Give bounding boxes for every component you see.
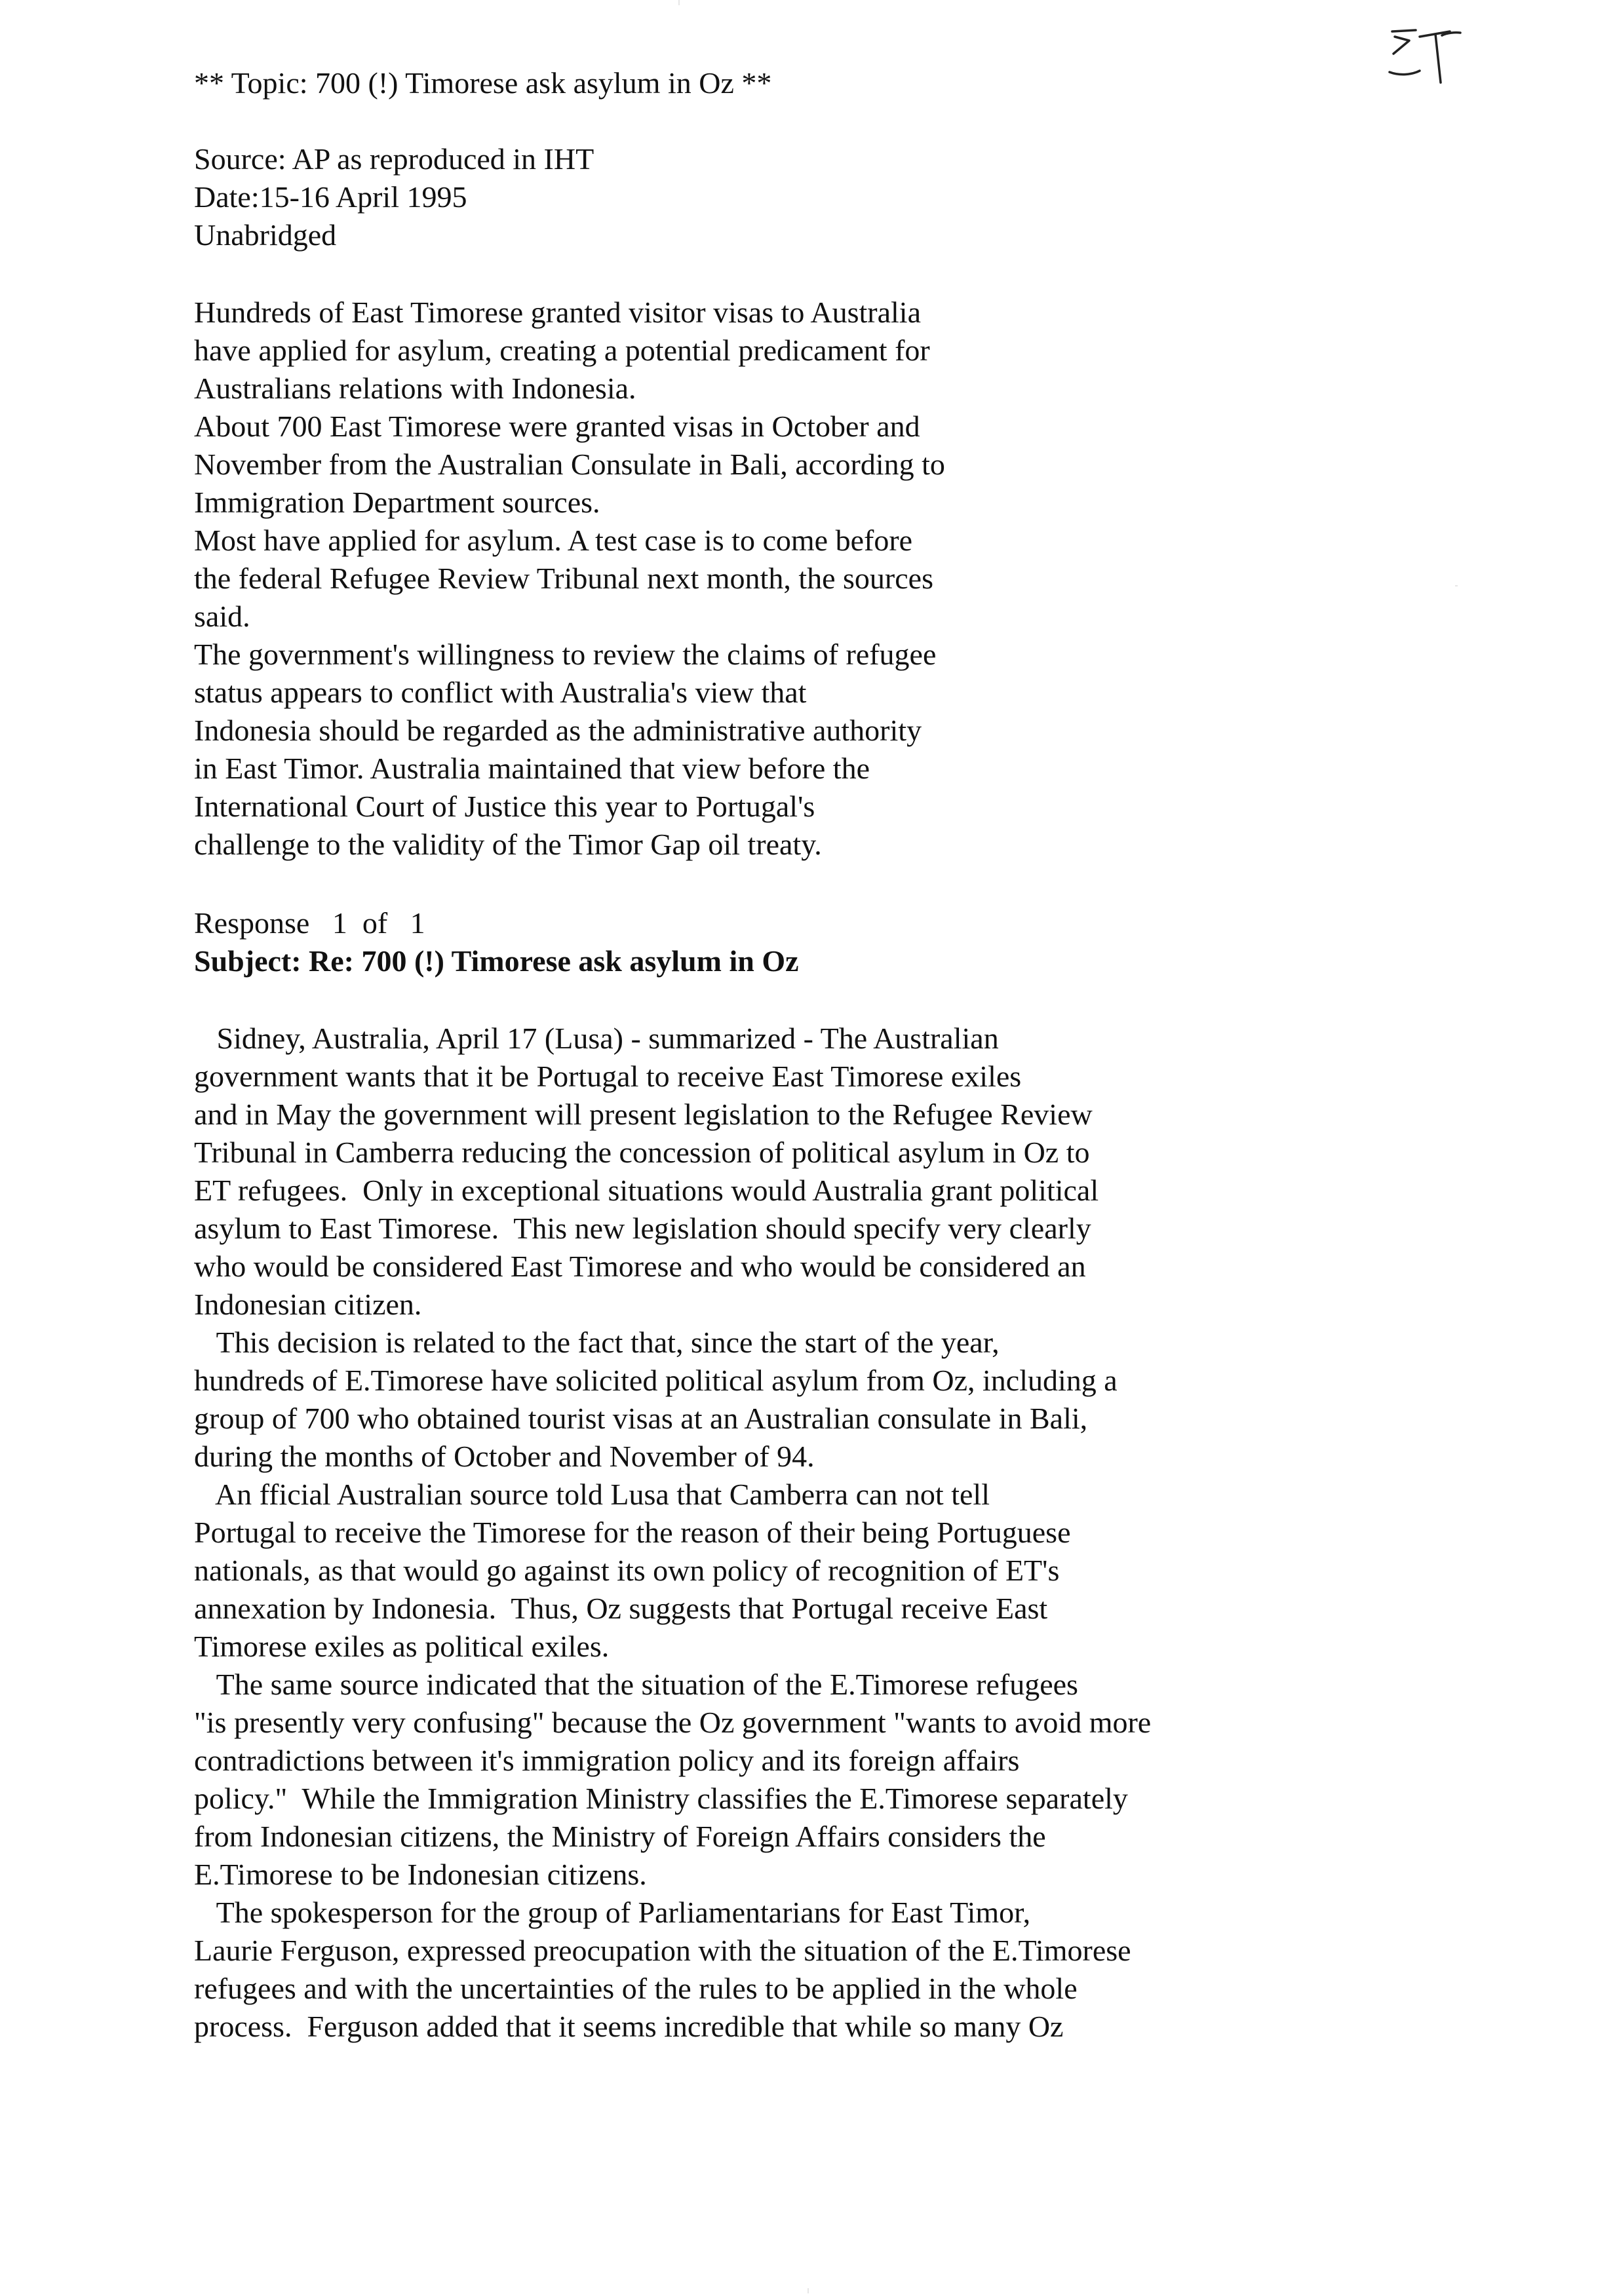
source-line: Source: AP as reproduced in IHT	[194, 142, 594, 176]
response-line: asylum to East Timorese. This new legislation should specify very clearly	[194, 1212, 1091, 1245]
response-line: ET refugees. Only in exceptional situations would Australia grant political	[194, 1174, 1099, 1207]
response-line: Tribunal in Camberra reducing the concession of political asylum in Oz to	[194, 1136, 1090, 1169]
article-line: Hundreds of East Timorese granted visitor visas to Australia	[194, 296, 921, 329]
response-line: This decision is related to the fact that, since the start of the year,	[194, 1326, 1000, 1359]
article-line: International Court of Justice this year to Portugal's	[194, 790, 815, 823]
meta-block	[194, 140, 594, 254]
response-line: refugees and with the uncertainties of the rules to be applied in the whole	[194, 1972, 1078, 2005]
article-line: status appears to conflict with Australia's view that	[194, 676, 807, 709]
response-line: nationals, as that would go against its own policy of recognition of ET's	[194, 1554, 1060, 1587]
response-line: who would be considered East Timorese and who would be considered an	[194, 1250, 1086, 1283]
response-line: An fficial Australian source told Lusa that Camberra can not tell	[194, 1478, 990, 1511]
response-line: E.Timorese to be Indonesian citizens.	[194, 1858, 647, 1891]
response-subject: Subject: Re: 700 (!) Timorese ask asylum in Oz	[194, 944, 799, 978]
unabridged-line: Unabridged	[194, 218, 337, 252]
response-line: The spokesperson for the group of Parliamentarians for East Timor,	[194, 1896, 1031, 1929]
response-line: Indonesian citizen.	[194, 1288, 422, 1321]
article-line: the federal Refugee Review Tribunal next month, the sources	[194, 562, 933, 595]
article-line: November from the Australian Consulate in Bali, according to	[194, 448, 945, 481]
article-body	[194, 294, 945, 864]
topic-line: ** Topic: 700 (!) Timorese ask asylum in Oz **	[194, 66, 772, 100]
response-line: "is presently very confusing" because the Oz government "wants to avoid more	[194, 1706, 1152, 1739]
response-body	[194, 1020, 1151, 2046]
article-line: Immigration Department sources.	[194, 486, 600, 519]
scan-mark-bottom	[808, 2288, 809, 2293]
article-line: have applied for asylum, creating a potential predicament for	[194, 334, 930, 367]
response-line: hundreds of E.Timorese have solicited political asylum from Oz, including a	[194, 1364, 1118, 1397]
article-line: Australians relations with Indonesia.	[194, 372, 636, 405]
response-line: Laurie Ferguson, expressed preocupation with the situation of the E.Timorese	[194, 1934, 1131, 1967]
article-line: About 700 East Timorese were granted visas in October and	[194, 410, 920, 443]
date-line: Date:15-16 April 1995	[194, 180, 467, 214]
response-line: and in May the government will present legislation to the Refugee Review	[194, 1098, 1093, 1131]
response-line: contradictions between it's immigration policy and its foreign affairs	[194, 1744, 1020, 1777]
scan-mark-top	[678, 0, 680, 5]
article-line: in East Timor. Australia maintained that view before the	[194, 752, 870, 785]
handwritten-et-mark	[1382, 25, 1480, 97]
response-line: The same source indicated that the situation of the E.Timorese refugees	[194, 1668, 1078, 1701]
article-line: The government's willingness to review the claims of refugee	[194, 638, 937, 671]
response-line: from Indonesian citizens, the Ministry of Foreign Affairs considers the	[194, 1820, 1046, 1853]
response-line: Portugal to receive the Timorese for the reason of their being Portuguese	[194, 1516, 1071, 1549]
article-line: said.	[194, 600, 250, 633]
article-line: Most have applied for asylum. A test case is to come before	[194, 524, 913, 557]
scan-mark-right	[1455, 585, 1458, 586]
response-line: annexation by Indonesia. Thus, Oz suggests that Portugal receive East	[194, 1592, 1048, 1625]
response-line: during the months of October and November of 94.	[194, 1440, 815, 1473]
article-line: challenge to the validity of the Timor Gap oil treaty.	[194, 828, 822, 861]
response-line: government wants that it be Portugal to receive East Timorese exiles	[194, 1060, 1022, 1093]
response-line: policy." While the Immigration Ministry classifies the E.Timorese separately	[194, 1782, 1128, 1815]
response-line: group of 700 who obtained tourist visas at an Australian consulate in Bali,	[194, 1402, 1088, 1435]
response-line: Timorese exiles as political exiles.	[194, 1630, 610, 1663]
response-line: process. Ferguson added that it seems incredible that while so many Oz	[194, 2010, 1064, 2043]
response-line: Sidney, Australia, April 17 (Lusa) - summarized - The Australian	[194, 1022, 999, 1055]
response-count: Response 1 of 1	[194, 906, 425, 940]
article-line: Indonesia should be regarded as the administrative authority	[194, 714, 922, 747]
